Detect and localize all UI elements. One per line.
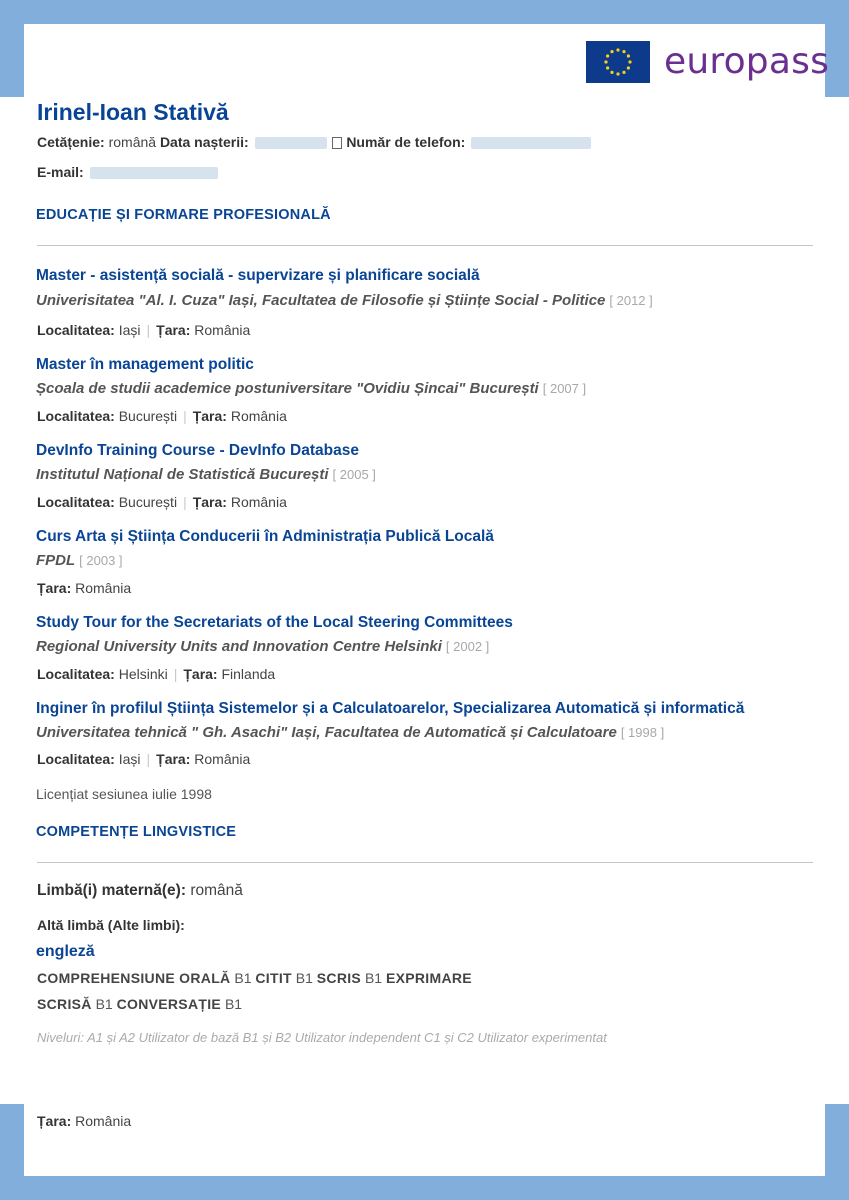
country-value: România: [194, 751, 251, 767]
email-line: [37, 164, 220, 180]
education-entry-date: [ 2007 ]: [542, 381, 587, 396]
education-entry-org: [36, 466, 376, 483]
email-label: E-mail:: [37, 164, 84, 180]
language-name: engleză: [36, 943, 95, 960]
redacted-birth-date: [255, 137, 327, 149]
education-entry-org-text: Institutul Național de Statistică București: [36, 466, 329, 483]
education-entry-location: [37, 494, 287, 510]
other-languages-label-text: Altă limbă (Alte limbi):: [37, 917, 185, 933]
locality-value: București: [118, 494, 178, 510]
skill-conversation-value: B1: [224, 996, 243, 1012]
separator: |: [173, 666, 178, 682]
separator: |: [146, 751, 151, 767]
personal-info-line: [37, 134, 593, 150]
skill-listening-value: B1: [234, 970, 252, 986]
europass-logo: [586, 41, 829, 83]
separator: |: [146, 322, 151, 338]
education-entry-org: [36, 724, 664, 741]
other-languages-label: [37, 917, 185, 933]
country-label: Țara:: [192, 408, 227, 424]
language-skills-line-1: [37, 970, 472, 986]
locality-value: Iași: [118, 751, 141, 767]
education-entry-title: Inginer în profilul Știința Sistemelor și a Calculatoarelor, Specializarea Automatică și informatică: [36, 700, 745, 717]
country-label: Țara:: [183, 666, 218, 682]
education-entry-title: DevInfo Training Course - DevInfo Database: [36, 442, 359, 459]
skill-writing-value: B1: [364, 970, 383, 986]
education-entry-org-text: Regional University Units and Innovation Centre Helsinki: [36, 638, 442, 655]
country-value: România: [230, 408, 287, 424]
country-label: Țara:: [156, 322, 191, 338]
education-entry-date: [ 1998 ]: [620, 725, 665, 740]
locality-label: Localitatea:: [37, 751, 115, 767]
skill-writing-label: SCRIS: [316, 970, 362, 986]
skill-spoken-label-cont: SCRISĂ: [37, 996, 92, 1012]
skill-reading-value: B1: [295, 970, 313, 986]
languages-divider: [37, 862, 813, 863]
phone-label: Număr de telefon:: [346, 134, 466, 150]
education-entry-title: Master în management politic: [36, 356, 254, 373]
footer-country-value: România: [75, 1113, 132, 1129]
citizenship-value: română: [108, 134, 157, 150]
country-label: Țara:: [37, 580, 72, 596]
frame-top: [0, 0, 849, 24]
locality-value: București: [118, 408, 178, 424]
education-entry-org: [36, 552, 123, 569]
country-value: România: [194, 322, 251, 338]
country-value: Finlanda: [221, 666, 276, 682]
education-entry-note: Licențiat sesiunea iulie 1998: [36, 786, 212, 802]
education-entry-date: [ 2003 ]: [79, 553, 123, 568]
country-value: România: [230, 494, 287, 510]
person-name: Irinel-Ioan Stativă: [37, 99, 229, 125]
education-entry-location: [37, 408, 287, 424]
locality-value: Helsinki: [118, 666, 168, 682]
education-entry-org-text: Universitatea tehnică " Gh. Asachi" Iași, Facultatea de Automatică și Calculatoare: [36, 724, 617, 741]
skill-reading-label: CITIT: [255, 970, 292, 986]
locality-value: Iași: [118, 322, 141, 338]
education-entry-org-text: Școala de studii academice postuniversitare "Ovidiu Șincai" București: [36, 380, 539, 397]
education-entry-date: [ 2002 ]: [445, 639, 490, 654]
education-divider: [37, 245, 813, 246]
mother-tongue-label: Limbă(i) maternă(e):: [37, 882, 186, 899]
education-entry-location: [37, 751, 250, 767]
education-entry-title: Curs Arta și Știința Conducerii în Administrația Publică Locală: [36, 528, 494, 545]
separator: |: [183, 494, 187, 510]
education-entry-title: Master - asistență socială - supervizare și planificare socială: [36, 267, 480, 284]
skill-spoken-label: EXPRIMARE: [385, 970, 472, 986]
education-section-title: EDUCAȚIE ȘI FORMARE PROFESIONALĂ: [36, 207, 331, 223]
education-entry-location: [37, 322, 250, 338]
education-entry-org: [36, 638, 489, 655]
redacted-phone: [471, 137, 591, 149]
languages-section-title: COMPETENȚE LINGVISTICE: [36, 824, 237, 840]
frame-left-top: [0, 0, 24, 97]
education-entry-date: [ 2012 ]: [609, 293, 653, 308]
education-entry-location: [37, 666, 275, 682]
locality-label: Localitatea:: [37, 322, 115, 338]
education-entry-org: [36, 380, 586, 397]
country-label: Țara:: [192, 494, 227, 510]
birth-label: Data nașterii:: [159, 134, 249, 150]
locality-label: Localitatea:: [37, 494, 115, 510]
mother-tongue-line: [37, 882, 243, 900]
eu-flag-icon: [586, 41, 650, 83]
mother-tongue-value: română: [190, 882, 243, 899]
language-skills-line-2: [37, 996, 242, 1012]
locality-label: Localitatea:: [37, 666, 115, 682]
locality-label: Localitatea:: [37, 408, 115, 424]
footer-country-label: Țara:: [37, 1113, 72, 1129]
missing-glyph-icon: [332, 137, 342, 149]
europass-wordmark: europass: [664, 41, 830, 82]
skill-conversation-label: CONVERSAȚIE: [116, 996, 222, 1012]
citizenship-label: Cetățenie:: [37, 134, 105, 150]
education-entry-org-text: FPDL: [36, 552, 76, 569]
education-entry-org: [36, 292, 653, 309]
separator: |: [183, 408, 187, 424]
footer-country: [37, 1113, 131, 1129]
language-levels-legend: Niveluri: A1 și A2 Utilizator de bază B1 și B2 Utilizator independent C1 și C2 Utilizator experimentat: [37, 1030, 607, 1045]
skill-listening-label: COMPREHENSIUNE ORALĂ: [37, 970, 231, 986]
redacted-email: [90, 167, 218, 179]
education-entry-location: [37, 580, 131, 596]
education-entry-org-text: Univerisitatea "Al. I. Cuza" Iași, Facultatea de Filosofie și Științe Social - Politice: [36, 292, 606, 309]
education-entry-title: Study Tour for the Secretariats of the Local Steering Committees: [36, 614, 513, 631]
cv-page: [24, 24, 830, 1176]
education-entry-date: [ 2005 ]: [332, 467, 376, 482]
skill-spoken-value: B1: [95, 996, 113, 1012]
country-value: România: [75, 580, 132, 596]
country-label: Țara:: [156, 751, 191, 767]
frame-bottom: [0, 1176, 849, 1200]
